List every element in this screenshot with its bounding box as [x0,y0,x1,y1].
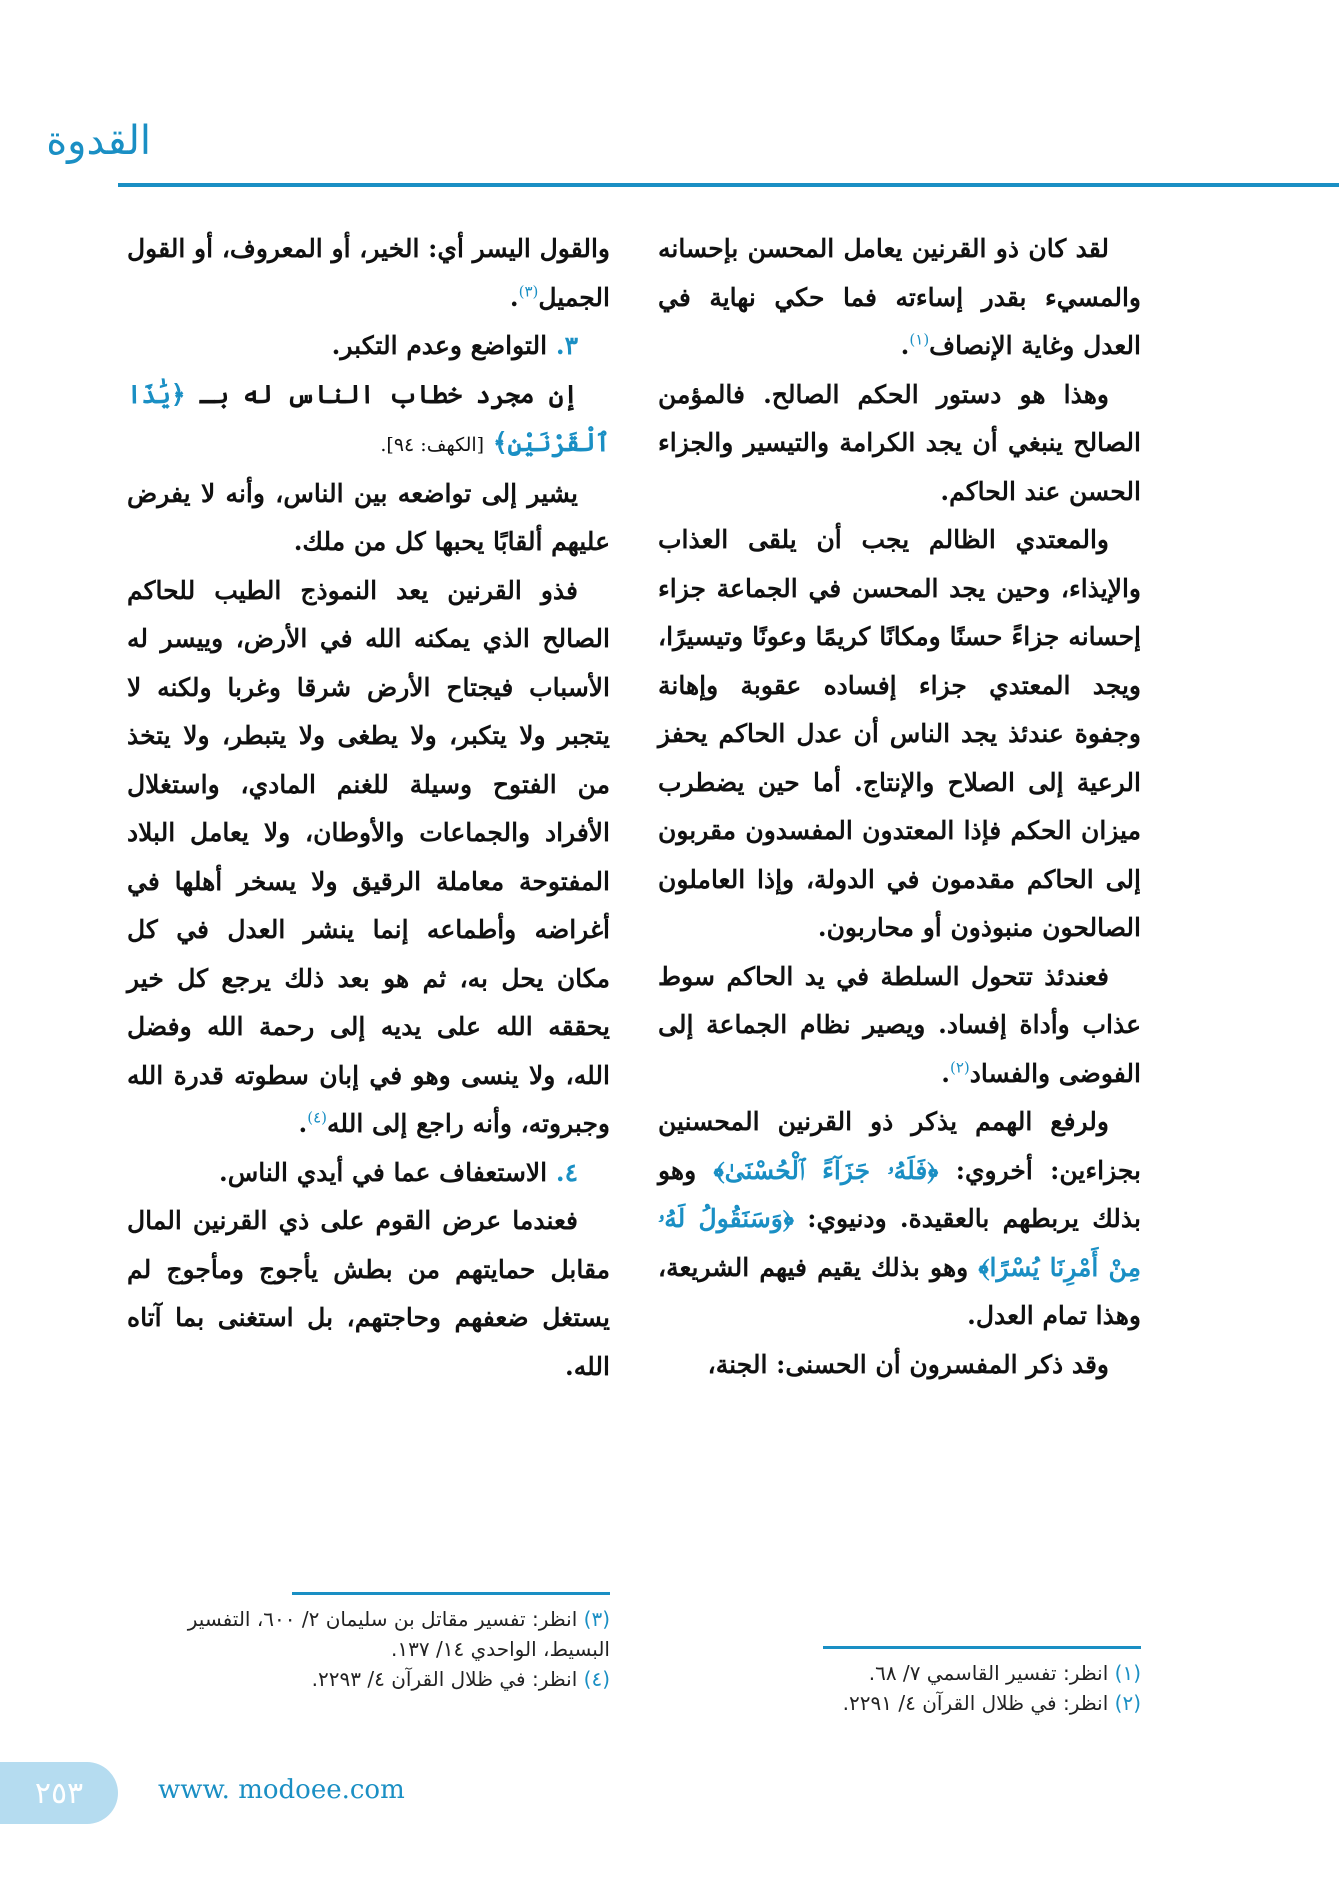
heading-text: الاستعفاف عما في أيدي الناس. [219,1157,548,1187]
footnote-ref: (٤) [307,1108,328,1127]
footnote [127,1664,610,1694]
footnote-text: انظر: في ظلال القرآن ٤/ ٢٢٩١. [842,1691,1109,1715]
running-header-title: القدوة [46,118,151,164]
header-rule [118,183,1339,187]
paragraph: والقول اليسر أي: الخير، أو المعروف، أو القول الجميل$^{(٣)}$. [127,234,610,312]
section-heading [127,322,610,371]
paragraph-text: فعندئذ تتحول السلطة في يد الحاكم سوط عذاب وأداة إفساد. ويصير نظام الجماعة إلى الفوضى والفساد [658,961,1141,1088]
paragraph: وهذا هو دستور الحكم الصالح. فالمؤمن الصالح ينبغي أن يجد الكرامة والتيسير والجزاء الحسن عند الحاكم. [658,379,1141,506]
footnote-ref: (١) [909,330,930,349]
paragraph-text: إن مجرد خطاب الناس له بـ [199,379,578,409]
footnote-ref: (٣) [518,282,539,301]
section-heading [127,1149,610,1198]
footnote-text: انظر: في ظلال القرآن ٤/ ٢٢٩٣. [311,1667,578,1691]
paragraph: فذو القرنين يعد النموذج الطيب للحاكم الصالح الذي يمكنه الله في الأرض، وييسر له الأسباب فيجتاح الأرض شرقا وغربا ولكنه لا يتجبر ولا يتكبر، ولا يطغى ولا يتبطر، ولا يتخذ من الفتوح وسيلة للغنم المادي، واستغلال الأفراد والجماعات والأوطان، ولا يعامل البلاد المفتوحة معاملة الرقيق ولا يسخر أهلها في أغراضه وأطماعه إنما ينشر العدل في كل مكان يحل به، ثم هو بعد ذلك يرجع كل خير يحققه الله على يديه إلى رحمة الله وفضل الله، ولا ينسى وهو في إبان سطوته قدرة الله وجبروته، وأنه راجع إلى الله$^{(٤)}$. [127,575,610,1138]
paragraph-text: وهو بذلك يربطهم بالعقيدة. ودنيوي: [658,1155,1141,1233]
footnote-text: انظر: تفسير مقاتل بن سليمان ٢/ ٦٠٠، التفسير البسيط، الواحدي ١٤/ ١٣٧. [187,1607,610,1661]
heading-number: ٣. [555,331,578,360]
paragraph [127,371,610,470]
paragraph-text: والقول اليسر أي: الخير، أو المعروف، أو القول الجميل [127,234,610,312]
paragraph: فعندما عرض القوم على ذي القرنين المال مقابل حمايتهم من بطش يأجوج ومأجوج لم يستغل ضعفهم وحاجتهم، بل استغنى بما آتاه الله. [127,1206,610,1381]
paragraph: لقد كان ذو القرنين يعامل المحسن بإحسانه والمسيء بقدر إساءته فما حكي نهاية في العدل وغاية الإنصاف$^{(١)}$. [658,234,1141,360]
quran-verse: ﴿وَسَنَقُولُ لَهُۥ مِنْ أَمْرِنَا يُسْرًا﴾ [658,1204,1141,1282]
footnote-ref: (٢) [949,1058,970,1077]
footnote-number: (٤) [583,1667,610,1691]
quran-verse: ﴿يَٰذَا ٱلْقَرْنَيْنِ﴾ [127,379,610,457]
paragraph: يشير إلى تواضعه بين الناس، وأنه لا يفرض عليهم ألقابًا يحبها كل من ملك. [127,478,610,556]
paragraph [658,1098,1141,1341]
footnote-number: (٣) [583,1607,610,1631]
footnote-number: (١) [1114,1661,1141,1685]
footnote-rule [823,1646,1141,1649]
paragraph: وقد ذكر المفسرون أن الحسنى: الجنة، [707,1349,1109,1379]
footnote [658,1658,1141,1688]
footnote-text: انظر: تفسير القاسمي ٧/ ٦٨. [868,1661,1109,1685]
footnote-rule [292,1592,610,1595]
paragraph: والمعتدي الظالم يجب أن يلقى العذاب والإيذاء، وحين يجد المحسن في الجماعة جزاء إحسانه جزاءً حسنًا ومكانًا كريمًا وعونًا وتيسيرًا، ويجد المعتدي جزاء إفساده عقوبة وإهانة وجفوة عندئذ يجد الناس أن عدل الحاكم يحفز الرعية إلى الصلاح والإنتاج. أما حين يضطرب ميزان الحكم فإذا المعتدون المفسدون مقربون إلى الحاكم مقدمون في الدولة، وإذا العاملون الصالحون منبوذون أو محاربون. [658,525,1141,942]
heading-text: التواضع وعدم التكبر. [331,331,548,360]
paragraph-text: وهو بذلك يقيم فيهم الشريعة، وهذا تمام العدل. [658,1252,1141,1330]
heading-number: ٤. [555,1157,578,1187]
paragraph-text: لقد كان ذو القرنين يعامل المحسن بإحسانه والمسيء بقدر إساءته فما حكي نهاية في العدل وغاية الإنصاف [658,234,1141,360]
quran-verse: ﴿فَلَهُۥ جَزَآءً ٱلْحُسْنَىٰ﴾ [713,1155,939,1185]
website-url[interactable]: www. modoee.com [158,1775,405,1805]
paragraph: فعندئذ تتحول السلطة في يد الحاكم سوط عذاب وأداة إفساد. ويصير نظام الجماعة إلى الفوضى والفساد$^{(٢)}$. [658,961,1141,1088]
paragraph-text: فذو القرنين يعد النموذج الطيب للحاكم الصالح الذي يمكنه الله في الأرض، وييسر له الأسباب فيجتاح الأرض شرقا وغربا ولكنه لا يتجبر ولا يتكبر، ولا يطغى ولا يتبطر، ولا يتخذ من الفتوح وسيلة للغنم المادي، واستغلال الأفراد والجماعات والأوطان، ولا يعامل البلاد المفتوحة معاملة الرقيق ولا يسخر أهلها في أغراضه وأطماعه إنما ينشر العدل في كل مكان يحل به، ثم هو بعد ذلك يرجع كل خير يحققه الله على يديه إلى رحمة الله وفضل الله، ولا ينسى وهو في إبان سطوته قدرة الله وجبروته، وأنه راجع إلى الله [127,575,610,1138]
text-column-left [127,225,610,1391]
verse-reference: [الكهف: ٩٤]. [380,434,485,456]
page-number-badge: ٢٥٣ [0,1762,118,1824]
footnote [658,1688,1141,1718]
paragraph-text: ولرفع الهمم يذكر ذو القرنين المحسنين بجزاءين: أخروي: [658,1107,1141,1185]
footnotes-left [127,1604,610,1694]
footnote [127,1604,610,1664]
footnote-number: (٢) [1114,1691,1141,1715]
footnotes-right [658,1658,1141,1718]
text-column-right [658,225,1141,1389]
